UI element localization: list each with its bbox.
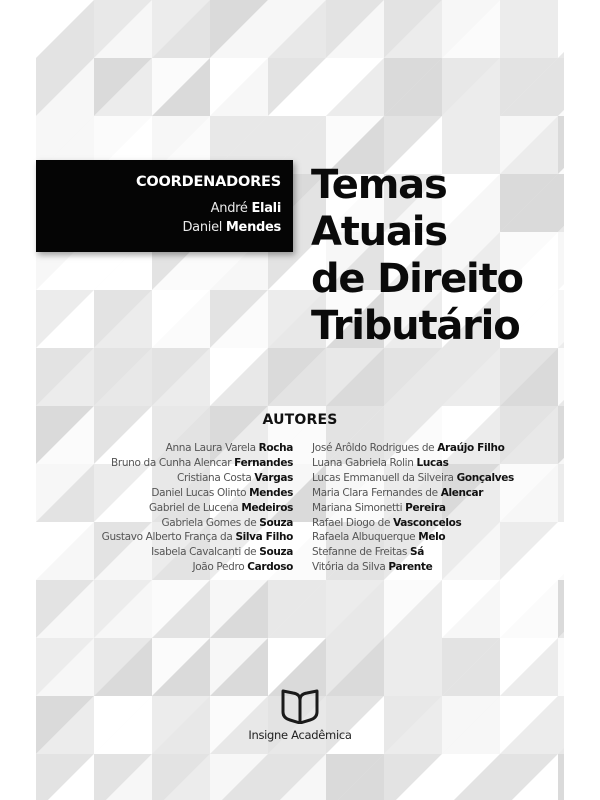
- author-given-name: Gustavo Alberto França da: [101, 531, 236, 544]
- author-name: [102, 486, 293, 501]
- author-given-name: José Arôldo Rodrigues de: [312, 442, 438, 454]
- author-given-name: Daniel Lucas Olinto: [151, 486, 250, 499]
- author-name: [312, 516, 514, 531]
- author-surname: Souza: [259, 516, 293, 529]
- author-name: [312, 530, 514, 545]
- author-given-name: Stefanne de Freitas: [312, 546, 411, 559]
- author-surname: Vargas: [254, 471, 293, 484]
- author-given-name: Anna Laura Varela: [165, 442, 259, 454]
- author-surname: Souza: [259, 546, 293, 559]
- coordinators-label: COORDENADORES: [135, 174, 281, 190]
- book-cover: [36, 0, 564, 800]
- publisher-name: Insigne Acadêmica: [248, 728, 352, 742]
- background-triangle: [558, 116, 564, 174]
- author-given-name: Isabela Cavalcanti de: [151, 546, 260, 559]
- author-name: [312, 471, 514, 486]
- book-title-line: Tributário: [311, 303, 520, 349]
- book-title: [311, 162, 523, 350]
- book-title-line: Atuais: [311, 209, 447, 255]
- author-surname: Rocha: [258, 442, 293, 454]
- author-given-name: Maria Clara Fernandes de: [312, 486, 441, 499]
- author-name: [102, 471, 293, 486]
- coordinator-name: [211, 201, 281, 216]
- author-surname: Cardoso: [247, 561, 293, 574]
- author-name: [102, 456, 293, 471]
- author-surname: Araújo Filho: [437, 442, 505, 454]
- background-triangle: [558, 58, 564, 116]
- author-surname: Alencar: [440, 486, 484, 499]
- book-title-line: Temas: [311, 162, 447, 208]
- author-surname: Vasconcelos: [393, 516, 462, 529]
- author-name: [312, 486, 514, 501]
- author-name: [102, 516, 293, 531]
- author-surname: Medeiros: [241, 501, 293, 514]
- author-name: [102, 545, 293, 560]
- background-triangle: [558, 580, 564, 638]
- coordinator-surname: Mendes: [225, 220, 281, 235]
- background-triangle: [558, 696, 564, 754]
- background-triangle: [558, 754, 564, 800]
- coordinator-surname: Elali: [251, 201, 281, 216]
- author-name: [312, 501, 514, 516]
- authors-list-left: [102, 441, 293, 575]
- triangle-pattern-background: [36, 0, 564, 800]
- author-name: [312, 560, 514, 575]
- authors-heading: AUTORES: [262, 412, 338, 428]
- background-triangle: [558, 290, 564, 348]
- background-triangle: [558, 232, 564, 290]
- author-surname: Mendes: [249, 486, 293, 499]
- author-name: [312, 545, 514, 560]
- background-triangle: [558, 0, 564, 58]
- background-triangle: [558, 348, 564, 406]
- author-surname: Pereira: [405, 501, 446, 514]
- author-surname: Sá: [410, 546, 424, 559]
- author-surname: Silva Filho: [235, 531, 293, 544]
- author-given-name: Luana Gabriela Rolin: [312, 456, 417, 469]
- author-given-name: Gabriel de Lucena: [149, 501, 242, 514]
- author-name: [312, 441, 514, 456]
- author-given-name: João Pedro: [192, 561, 248, 574]
- author-surname: Gonçalves: [456, 471, 514, 484]
- coordinator-given-name: André: [210, 201, 248, 216]
- author-name: [102, 501, 293, 516]
- author-name: [102, 560, 293, 575]
- background-triangle: [558, 522, 564, 580]
- author-given-name: Rafaela Albuquerque: [312, 531, 419, 544]
- author-name: [102, 441, 293, 456]
- coordinator-given-name: Daniel: [182, 220, 223, 235]
- author-given-name: Rafael Diogo de: [312, 516, 394, 529]
- authors-list-right: [312, 441, 514, 575]
- coordinators-box: [36, 160, 293, 252]
- author-given-name: Vitória da Silva: [312, 561, 389, 574]
- author-surname: Melo: [418, 531, 446, 544]
- author-surname: Parente: [388, 561, 433, 574]
- author-given-name: Gabriela Gomes de: [161, 516, 260, 529]
- author-surname: Fernandes: [234, 456, 293, 469]
- book-title-line: de Direito: [311, 256, 523, 302]
- coordinator-name: [182, 220, 281, 235]
- background-triangle: [558, 174, 564, 232]
- author-given-name: Cristiana Costa: [176, 471, 255, 484]
- author-surname: Lucas: [416, 456, 449, 469]
- author-given-name: Bruno da Cunha Alencar: [111, 456, 235, 469]
- author-given-name: Mariana Simonetti: [312, 501, 406, 514]
- author-name: [312, 456, 514, 471]
- open-book-shield-icon: [280, 688, 320, 724]
- author-name: [102, 530, 293, 545]
- background-triangle: [558, 464, 564, 522]
- author-given-name: Lucas Emmanuell da Silveira: [312, 471, 457, 484]
- background-triangle: [558, 638, 564, 696]
